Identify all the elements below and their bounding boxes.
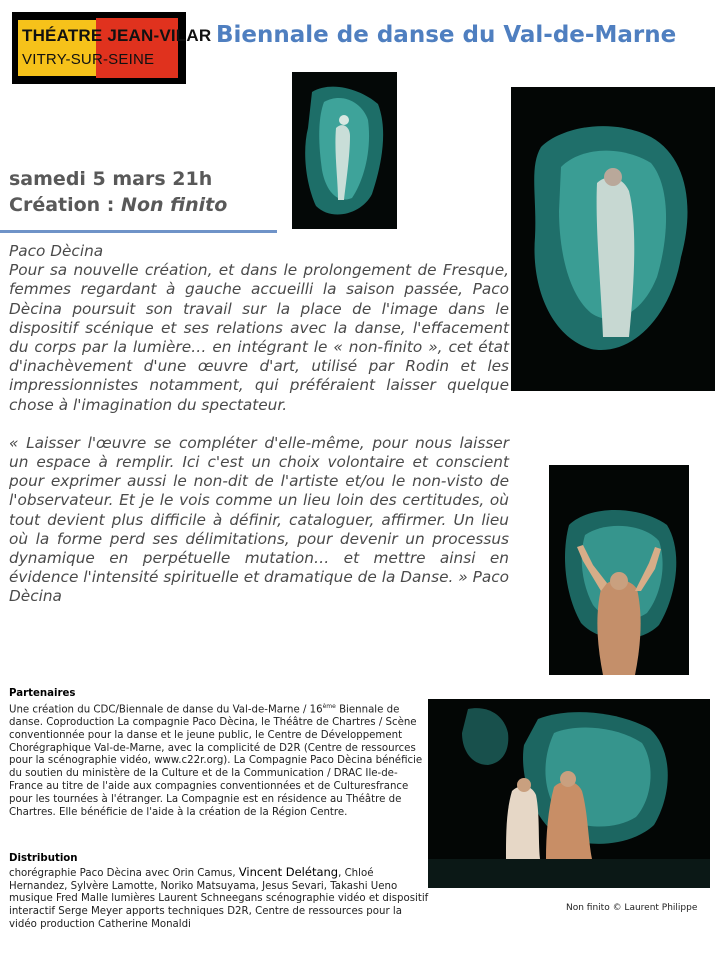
description-text: [9, 242, 509, 607]
page-title: Biennale de danse du Val-de-Marne: [216, 22, 677, 48]
highlighted-performer: Vincent Delétang: [238, 864, 339, 879]
event-date-time: samedi 5 mars 21h: [9, 168, 213, 190]
partners-text: Une création du CDC/Biennale de danse du Val-de-Marne / 16ème Biennale de danse. Coproduction La compagnie Paco Dècina, le Théâtre de Chartres / Scène conventionnée pour la danse et le jeune public, le Centre de Développement Chorégraphique Val-de-Marne, avec la complicité de D2R (Centre de ressources pour la scénographie vidéo, www.c22r.org). La Compagnie Paco Dècina bénéficie du soutien du ministère de la Culture et de la Communication / DRAC Ile-de-France au titre de l'aide aux compagnies conventionnées et de Culturesfrance pour les tournées à l'étranger. La Compagnie est en résidence au Théâtre de Chartres. Elle bénéficie de l'aide à la création de la Région Centre.: [9, 702, 423, 818]
photo-credit: Non finito © Laurent Philippe: [566, 903, 698, 913]
logo-line-2: VITRY-SUR-SEINE: [22, 51, 155, 68]
partners-section: [9, 688, 429, 819]
event-creation-line: [9, 192, 227, 218]
title-divider: [0, 230, 277, 233]
event-info: [9, 166, 227, 218]
distribution-section: [9, 853, 429, 932]
partners-heading: Partenaires: [9, 688, 76, 699]
performance-photo-4: [428, 699, 710, 888]
description-paragraph: Pour sa nouvelle création, et dans le prolongement de Fresque, femmes regardant à gauche accueilli la saison passée, Paco Dècina poursuit son travail sur la place de l'image dans le dispositif scénique et ses relations avec la danse, l'effacement du corps par la lumière… en intégrant le « non-finito », cet état d'inachèvement d'une œuvre d'art, utilisé par Rodin et les impressionnistes notamment, qui préféraient laisser quelque chose à l'imagination du spectateur.: [9, 261, 509, 414]
performance-photo-1: [292, 72, 397, 229]
author-name: Paco Dècina: [9, 242, 104, 260]
work-title: Non finito: [121, 194, 228, 216]
theatre-logo: [12, 12, 212, 84]
artist-quote: « Laisser l'œuvre se compléter d'elle-même, pour nous laisser un espace à remplir. Ici c'est un choix volontaire et conscient pour exprimer aussi le non-dit de l'artiste et/ou le non-visto de l'observateur. Et je le vois comme un lieu loin des certitudes, où tout devient plus difficile à définir, cataloguer, affirmer. Un lieu où la forme perd ses délimitations, pour devenir un processus dynamique en perpétuelle mutation… et mettre ainsi en évidence l'intensité spirituelle et dramatique de la Danse. » Paco Dècina: [9, 433, 509, 606]
distribution-heading: Distribution: [9, 853, 78, 864]
performance-photo-2: [511, 87, 715, 391]
creation-label: Création :: [9, 194, 115, 216]
logo-line-1: THÉATRE JEAN-VILAR: [22, 26, 212, 45]
performance-photo-3: [549, 465, 689, 675]
distribution-text: chorégraphie Paco Dècina avec Orin Camus, Vincent Delétang, Chloé Hernandez, Sylvère Lamotte, Noriko Matsuyama, Jesus Sevari, Takashi Ueno musique Fred Malle lumières Laurent Schneegans scénographie vidéo et dispositif interactif Serge Meyer apports techniques D2R, Centre de ressources pour la vidéo production Catherine Monaldi: [9, 864, 429, 930]
